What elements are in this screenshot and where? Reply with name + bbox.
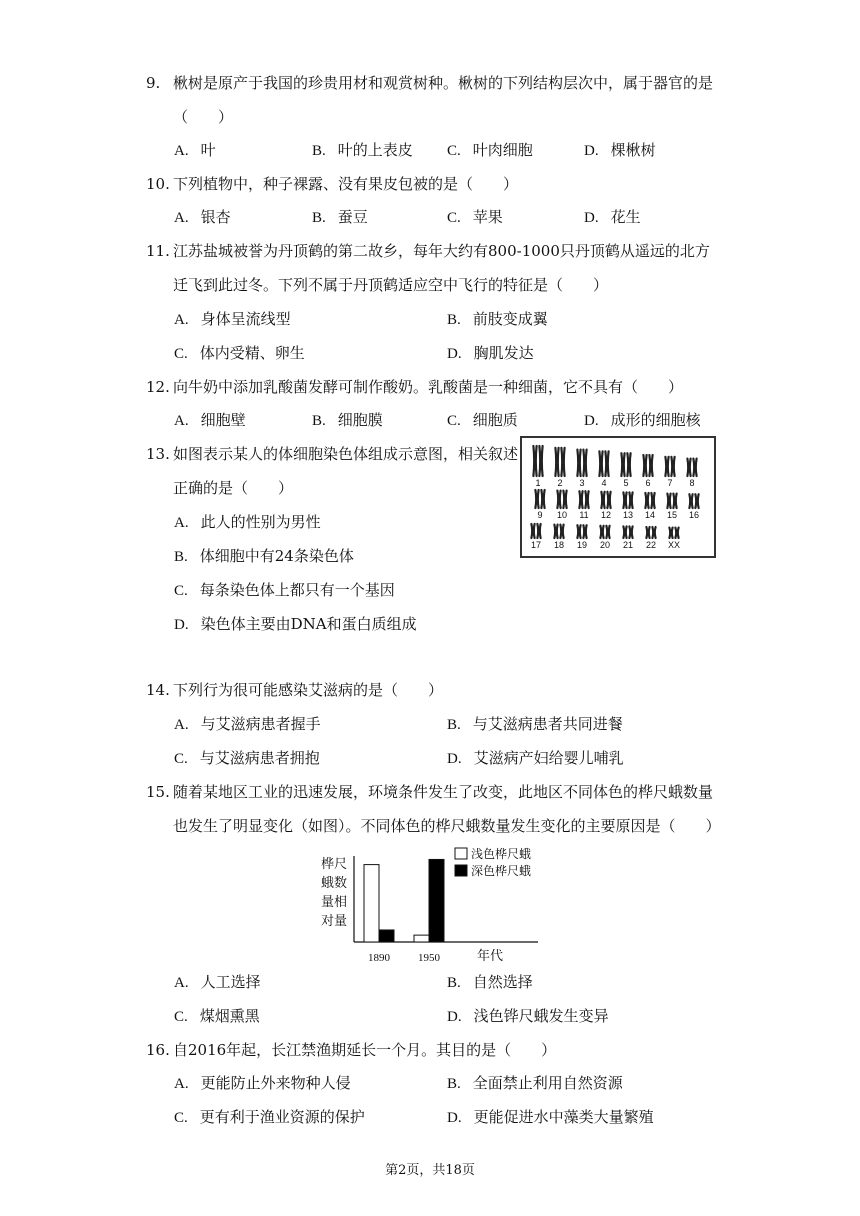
options-11 <box>174 302 734 370</box>
option-a[interactable]: A. 身体呈流线型 <box>174 310 291 328</box>
chromatid <box>675 528 678 538</box>
chromosome-label: 5 <box>623 478 629 488</box>
chromatid <box>579 491 582 508</box>
chromatid <box>605 451 608 476</box>
chromatid <box>643 455 646 476</box>
chromosome-pair <box>667 494 676 508</box>
chromosome-label: 8 <box>689 478 695 488</box>
option-c[interactable]: C. 每条染色体上都只有一个基因 <box>174 581 395 599</box>
option-a[interactable]: A. 人工选择 <box>174 973 261 991</box>
question-number: 16. <box>146 1041 170 1059</box>
chromosome-pair <box>577 450 586 476</box>
chromosome-label: 18 <box>553 540 565 550</box>
chromosome-pair <box>646 527 655 538</box>
question-number: 15. <box>146 783 170 801</box>
chromosome-label: 21 <box>622 540 634 550</box>
chromosome-pair <box>600 526 609 538</box>
option-b[interactable]: B. 叶的上表皮 <box>312 141 413 159</box>
chromatid <box>669 528 672 538</box>
option-b[interactable]: B. 前肢变成翼 <box>447 310 548 328</box>
option-b[interactable]: B. 细胞膜 <box>312 411 383 429</box>
option-c[interactable]: C. 煤烟熏黑 <box>174 1007 260 1025</box>
chromosome-pair <box>599 451 608 476</box>
chromosome-label: 12 <box>600 510 612 520</box>
chromosome-pair <box>689 494 698 508</box>
option-a[interactable]: A. 叶 <box>174 141 216 159</box>
question-number: 9. <box>146 74 161 92</box>
chromosome-label: 19 <box>576 540 588 550</box>
chromatid <box>695 494 698 508</box>
option-b[interactable]: B. 蚕豆 <box>312 208 368 226</box>
legend-swatch <box>455 848 467 859</box>
chromatid <box>667 494 670 508</box>
chromatid <box>561 448 564 476</box>
option-c[interactable]: C. 更有利于渔业资源的保护 <box>174 1108 365 1126</box>
question-number: 12. <box>146 378 170 396</box>
chromatid <box>629 492 632 508</box>
chromatid <box>601 492 604 508</box>
options-16 <box>174 1066 734 1134</box>
y-axis-label: 量相 <box>320 895 348 910</box>
chromosome-pair <box>669 528 678 538</box>
chromatid <box>583 525 586 538</box>
chromosome-label: 16 <box>688 510 700 520</box>
option-c[interactable]: C. 与艾滋病患者拥抱 <box>174 749 320 767</box>
chromosome-pair <box>557 491 566 508</box>
option-b[interactable]: B. 自然选择 <box>447 973 533 991</box>
option-c[interactable]: C. 细胞质 <box>447 411 518 429</box>
chromatid <box>539 446 542 476</box>
page-footer: 第2页，共18页 <box>385 1163 475 1178</box>
chromosome-label: 3 <box>579 478 585 488</box>
options-12 <box>174 403 734 437</box>
options-14 <box>174 707 734 775</box>
option-d[interactable]: D. 棵楸树 <box>584 141 656 159</box>
chromatid <box>673 494 676 508</box>
chromatid <box>541 490 544 508</box>
chromosome-pair <box>554 525 563 538</box>
chromosome-pair <box>623 492 632 508</box>
chromosome-label: 11 <box>579 510 589 520</box>
option-d[interactable]: D. 胸肌发达 <box>447 344 534 362</box>
option-a[interactable]: A. 细胞壁 <box>174 411 246 429</box>
chromosome-pair <box>531 524 540 538</box>
option-a[interactable]: A. 与艾滋病患者握手 <box>174 715 321 733</box>
option-c[interactable]: C. 苹果 <box>447 208 503 226</box>
option-d[interactable]: D. 艾滋病产妇给婴儿哺乳 <box>447 749 624 767</box>
chromatid <box>533 446 536 476</box>
option-d[interactable]: D. 染色体主要由DNA和蛋白质组成 <box>174 615 417 633</box>
chromosome-pair <box>621 453 630 476</box>
chromatid <box>665 457 668 476</box>
chromatid <box>687 459 690 476</box>
chromatid <box>649 455 652 476</box>
option-a[interactable]: A. 此人的性别为男性 <box>174 513 321 531</box>
y-axis-label: 蛾数 <box>320 876 348 891</box>
chromosome-label: 9 <box>537 510 543 520</box>
chromosome-pair <box>533 446 542 476</box>
chromosome-pair <box>623 526 632 538</box>
chromosome-label: 6 <box>645 478 651 488</box>
question-stem: 向牛奶中添加乳酸菌发酵可制作酸奶。乳酸菌是一种细菌，它不具有（ ） <box>173 378 684 396</box>
option-b[interactable]: B. 与艾滋病患者共同进餐 <box>447 715 623 733</box>
options-15 <box>174 965 734 1033</box>
option-d[interactable]: D. 浅色铧尺蛾发生变异 <box>447 1007 609 1025</box>
chromosome-label: 17 <box>530 540 542 550</box>
x-tick-label: 1950 <box>418 952 440 964</box>
chromatid <box>606 526 609 538</box>
chromatid <box>607 492 610 508</box>
chromosome-label: XX <box>667 540 681 550</box>
chromatid <box>557 491 560 508</box>
question-stem: 下列植物中，种子裸露、没有果皮包被的是（ ） <box>173 175 519 193</box>
chromatid <box>555 448 558 476</box>
question-stem: 如图表示某人的体细胞染色体组成示意图，相关叙述正确的是（ ） <box>173 445 519 497</box>
y-axis-label: 桦尺 <box>320 857 348 872</box>
chromatid <box>646 527 649 538</box>
options-9 <box>174 133 734 167</box>
option-b[interactable]: B. 全面禁止利用自然资源 <box>447 1074 623 1092</box>
chromatid <box>629 526 632 538</box>
question-number: 11. <box>146 242 170 260</box>
chromosome-pair <box>645 493 654 508</box>
chromosome-pair <box>577 525 586 538</box>
chromatid <box>623 526 626 538</box>
question-stem: 随着某地区工业的迅速发展，环境条件发生了改变，此地区不同体色的桦尺蛾数量也发生了明显变化（如图）。不同体色的桦尺蛾数量发生变化的主要原因是（ ） <box>173 783 721 835</box>
options-10 <box>174 200 734 234</box>
chromatid <box>554 525 557 538</box>
chromatid <box>621 453 624 476</box>
chromatid <box>599 451 602 476</box>
chromatid <box>535 490 538 508</box>
chromatid <box>577 525 580 538</box>
chromatid <box>560 525 563 538</box>
moth-chart <box>318 842 548 968</box>
chromatid <box>651 493 654 508</box>
legend-label: 浅色桦尺蛾 <box>471 847 532 861</box>
option-a[interactable]: A. 银杏 <box>174 208 231 226</box>
chromosome-pair <box>643 455 652 476</box>
question-number: 14. <box>146 681 170 699</box>
chromosome-pair <box>601 492 610 508</box>
chromosome-pair <box>687 459 696 476</box>
legend-label: 深色桦尺蛾 <box>471 864 532 878</box>
chromosome-label: 14 <box>644 510 656 520</box>
chromosome-label: 13 <box>622 510 634 520</box>
question-stem: 楸树是原产于我国的珍贵用材和观赏树种。楸树的下列结构层次中，属于器官的是（ ） <box>173 74 714 126</box>
bar-dark-moth <box>379 930 394 942</box>
option-c[interactable]: C. 体内受精、卵生 <box>174 344 305 362</box>
chromosome-label: 20 <box>599 540 611 550</box>
chromosome-pair <box>555 448 564 476</box>
question-stem: 江苏盐城被誉为丹顶鹤的第二故乡，每年大约有800-1000只丹顶鹤从遥远的北方迁飞到此过冬。下列不属于丹顶鹤适应空中飞行的特征是（ ） <box>173 242 710 294</box>
chromatid <box>652 527 655 538</box>
option-a[interactable]: A. 更能防止外来物种人侵 <box>174 1074 351 1092</box>
question-stem: 自2016年起，长江禁渔期延长一个月。其目的是（ ） <box>173 1041 557 1059</box>
option-d[interactable]: D. 成形的细胞核 <box>584 411 701 429</box>
chromosome-label: 15 <box>666 510 678 520</box>
chromatid <box>600 526 603 538</box>
moth-chart-svg <box>318 842 548 968</box>
chromosome-label: 4 <box>601 478 607 488</box>
x-axis-label: 年代 <box>476 949 504 964</box>
chromatid <box>577 450 580 476</box>
bar-light-moth <box>414 935 429 942</box>
chromatid <box>531 524 534 538</box>
chromosome-pair <box>579 491 588 508</box>
chromosome-label: 1 <box>535 478 541 488</box>
bar-light-moth <box>364 865 379 942</box>
chromosome-label: 22 <box>645 540 657 550</box>
chromatid <box>585 491 588 508</box>
chromatid <box>645 493 648 508</box>
option-d[interactable]: D. 花生 <box>584 208 641 226</box>
y-axis-label: 对量 <box>320 914 348 929</box>
legend-swatch <box>455 865 467 876</box>
karyotype-svg <box>522 438 714 556</box>
option-b[interactable]: B. 体细胞中有24条染色体 <box>174 547 354 565</box>
chromosome-label: 10 <box>556 510 568 520</box>
bar-dark-moth <box>429 859 444 942</box>
chromosome-label: 2 <box>557 478 563 488</box>
chromatid <box>627 453 630 476</box>
option-c[interactable]: C. 叶肉细胞 <box>447 141 533 159</box>
chromosome-pair <box>535 490 544 508</box>
x-tick-label: 1890 <box>368 952 390 964</box>
chromosome-pair <box>665 457 674 476</box>
question-number: 13. <box>146 445 170 463</box>
chromatid <box>671 457 674 476</box>
chromosome-label: 7 <box>667 478 673 488</box>
chromatid <box>693 459 696 476</box>
chromatid <box>563 491 566 508</box>
chromatid <box>583 450 586 476</box>
chromatid <box>623 492 626 508</box>
question-number: 10. <box>146 175 170 193</box>
chromatid <box>537 524 540 538</box>
karyotype-figure <box>520 436 716 558</box>
option-d[interactable]: D. 更能促进水中藻类大量繁殖 <box>447 1108 654 1126</box>
chromatid <box>689 494 692 508</box>
question-stem: 下列行为很可能感染艾滋病的是（ ） <box>173 681 444 699</box>
